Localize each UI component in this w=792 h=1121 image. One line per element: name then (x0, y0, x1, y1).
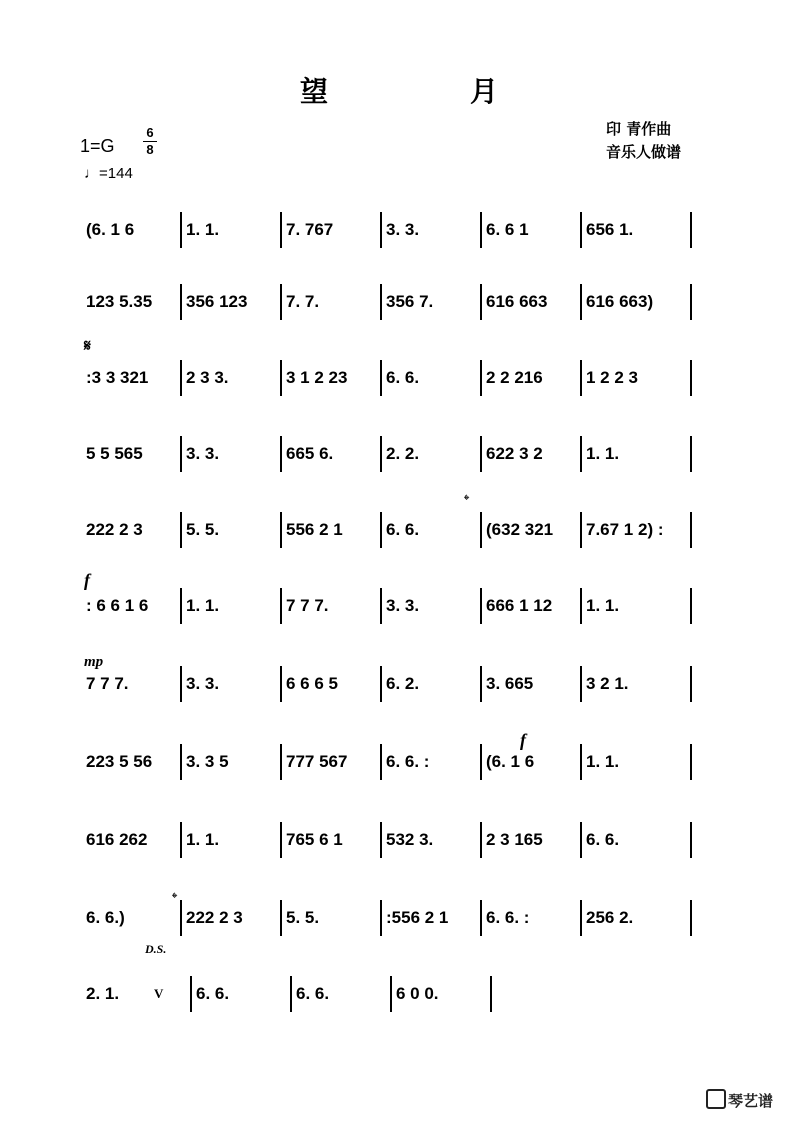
barline (690, 436, 692, 472)
measure: (632 321 (486, 520, 554, 539)
measure: 3. 665 (486, 674, 534, 693)
barline (180, 900, 182, 936)
measure: 1. 1. (186, 220, 220, 239)
barline (180, 744, 182, 780)
barline (280, 512, 282, 548)
dynamic-forte-2: f (520, 730, 526, 750)
barline (380, 822, 382, 858)
logo-icon (706, 1089, 726, 1109)
barline (280, 588, 282, 624)
measure: 3. 3. (386, 596, 420, 615)
score-row (80, 584, 720, 644)
key-signature: 1=G (80, 136, 115, 156)
barline (580, 900, 582, 936)
barline (580, 666, 582, 702)
measure: :556 2 1 (386, 908, 449, 927)
measure: (6. 1 6 (486, 752, 535, 771)
measure: 123 5.35 (86, 292, 153, 311)
barline (280, 212, 282, 248)
barline (480, 666, 482, 702)
barline (480, 744, 482, 780)
tempo-marking: ♩=144 (84, 165, 133, 182)
barline (380, 900, 382, 936)
title-char-1: 望 (300, 75, 329, 108)
measure: 2 3 3. (186, 368, 229, 387)
measure: 222 2 3 (86, 520, 143, 539)
barline (580, 436, 582, 472)
barline (690, 512, 692, 548)
score-row (80, 508, 720, 568)
measure: 222 2 3 (186, 908, 243, 927)
measure: 7.67 1 2) : (586, 520, 664, 539)
dal-segno-mark: D.S. (145, 942, 167, 956)
barline (690, 744, 692, 780)
measure: 7. 7. (286, 292, 320, 311)
barline (180, 666, 182, 702)
measure: 532 3. (386, 830, 434, 849)
measure: 223 5 56 (86, 752, 153, 771)
score-row (80, 208, 720, 268)
measure: 356 123 (186, 292, 248, 311)
measure: 616 262 (86, 830, 148, 849)
breath-mark: V (154, 986, 164, 1001)
barline (290, 976, 292, 1012)
barline (180, 822, 182, 858)
measure: 1. 1. (586, 752, 620, 771)
barline (480, 822, 482, 858)
measure: 3. 3. (186, 444, 220, 463)
barline (690, 588, 692, 624)
barline (190, 976, 192, 1012)
barline (180, 512, 182, 548)
barline (280, 744, 282, 780)
measure: 1. 1. (186, 596, 220, 615)
measure: 1. 1. (186, 830, 220, 849)
barline (180, 284, 182, 320)
barline (580, 360, 582, 396)
measure: 6. 6. (386, 368, 420, 387)
barline (480, 512, 482, 548)
barline (380, 284, 382, 320)
measure: 1 2 2 3 (586, 368, 638, 387)
barline (380, 360, 382, 396)
barline (690, 666, 692, 702)
segno-mark: 𝄋 (84, 338, 91, 355)
barline (690, 822, 692, 858)
measure: 6. 6. (586, 830, 620, 849)
coda-mark-2: 𝄌 (172, 890, 178, 907)
measure: 616 663 (486, 292, 548, 311)
barline (580, 822, 582, 858)
measure: :3 3 321 (86, 368, 149, 387)
measure: 356 7. (386, 292, 434, 311)
measure: (6. 1 6 (86, 220, 135, 239)
dynamic-forte-1: f (84, 570, 90, 590)
barline (580, 588, 582, 624)
barline (580, 512, 582, 548)
barline (480, 284, 482, 320)
measure: 2. 1. (86, 984, 120, 1003)
barline (180, 360, 182, 396)
barline (380, 744, 382, 780)
barline (280, 822, 282, 858)
measure: 2 2 216 (486, 368, 543, 387)
site-watermark (706, 1089, 773, 1111)
barline (490, 976, 492, 1012)
measure: 7 7 7. (86, 674, 129, 693)
score-row (80, 818, 720, 878)
barline (280, 360, 282, 396)
barline (180, 212, 182, 248)
barline (280, 900, 282, 936)
barline (580, 744, 582, 780)
barline (180, 436, 182, 472)
watermark-text: 琴艺谱 (728, 1092, 774, 1110)
barline (690, 360, 692, 396)
measure: 2 3 165 (486, 830, 543, 849)
measure: 656 1. (586, 220, 634, 239)
barline (480, 436, 482, 472)
barline (180, 588, 182, 624)
measure: 7. 767 (286, 220, 334, 239)
measure: 666 1 12 (486, 596, 553, 615)
barline (380, 512, 382, 548)
score-row (80, 740, 720, 800)
barline (690, 212, 692, 248)
measure: 6. 6 1 (486, 220, 529, 239)
barline (380, 436, 382, 472)
measure: 1. 1. (586, 596, 620, 615)
barline (690, 284, 692, 320)
measure: 6. 6. : (386, 752, 430, 771)
meter-top: 6 (146, 125, 154, 140)
barline (280, 436, 282, 472)
measure: 256 2. (586, 908, 634, 927)
barline (480, 212, 482, 248)
measure: 1. 1. (586, 444, 620, 463)
score-row (80, 432, 720, 492)
composer-credit: 印 青作曲 (606, 120, 672, 138)
score-row (80, 662, 720, 722)
barline (580, 284, 582, 320)
score-row (80, 356, 720, 416)
measure: 5. 5. (286, 908, 320, 927)
coda-mark-1: 𝄌 (464, 492, 470, 509)
measure: 3 1 2 23 (286, 368, 348, 387)
dynamic-mezzo-piano: mp (84, 654, 104, 670)
measure: 6 0 0. (396, 984, 439, 1003)
barline (380, 666, 382, 702)
barline (580, 212, 582, 248)
measure: 6 6 6 5 (286, 674, 338, 693)
meter-bottom: 8 (146, 142, 154, 157)
barline (380, 212, 382, 248)
measure: 6. 6. : (486, 908, 530, 927)
measure: 5 5 565 (86, 444, 143, 463)
barline (480, 900, 482, 936)
barline (390, 976, 392, 1012)
measure: 777 567 (286, 752, 348, 771)
measure: 3. 3 5 (186, 752, 229, 771)
measure: 616 663) (586, 292, 654, 311)
measure: 2. 2. (386, 444, 420, 463)
measure: 6. 6.) (86, 908, 125, 927)
measure: 556 2 1 (286, 520, 343, 539)
measure: : 6 6 1 6 (86, 596, 149, 615)
score-row (80, 280, 720, 340)
title-char-2: 月 (470, 75, 499, 108)
barline (280, 666, 282, 702)
barline (690, 900, 692, 936)
measure: 765 6 1 (286, 830, 343, 849)
barline (380, 588, 382, 624)
measure: 3 2 1. (586, 674, 629, 693)
barline (480, 588, 482, 624)
barline (280, 284, 282, 320)
measure: 6. 6. (296, 984, 330, 1003)
measure: 6. 6. (196, 984, 230, 1003)
measure: 622 3 2 (486, 444, 543, 463)
measure: 665 6. (286, 444, 334, 463)
barline (480, 360, 482, 396)
measure: 5. 5. (186, 520, 220, 539)
measure: 3. 3. (386, 220, 420, 239)
measure: 6. 2. (386, 674, 420, 693)
arranger-credit: 音乐人做谱 (606, 143, 682, 161)
score-row (80, 972, 720, 1032)
measure: 3. 3. (186, 674, 220, 693)
measure: 7 7 7. (286, 596, 329, 615)
measure: 6. 6. (386, 520, 420, 539)
